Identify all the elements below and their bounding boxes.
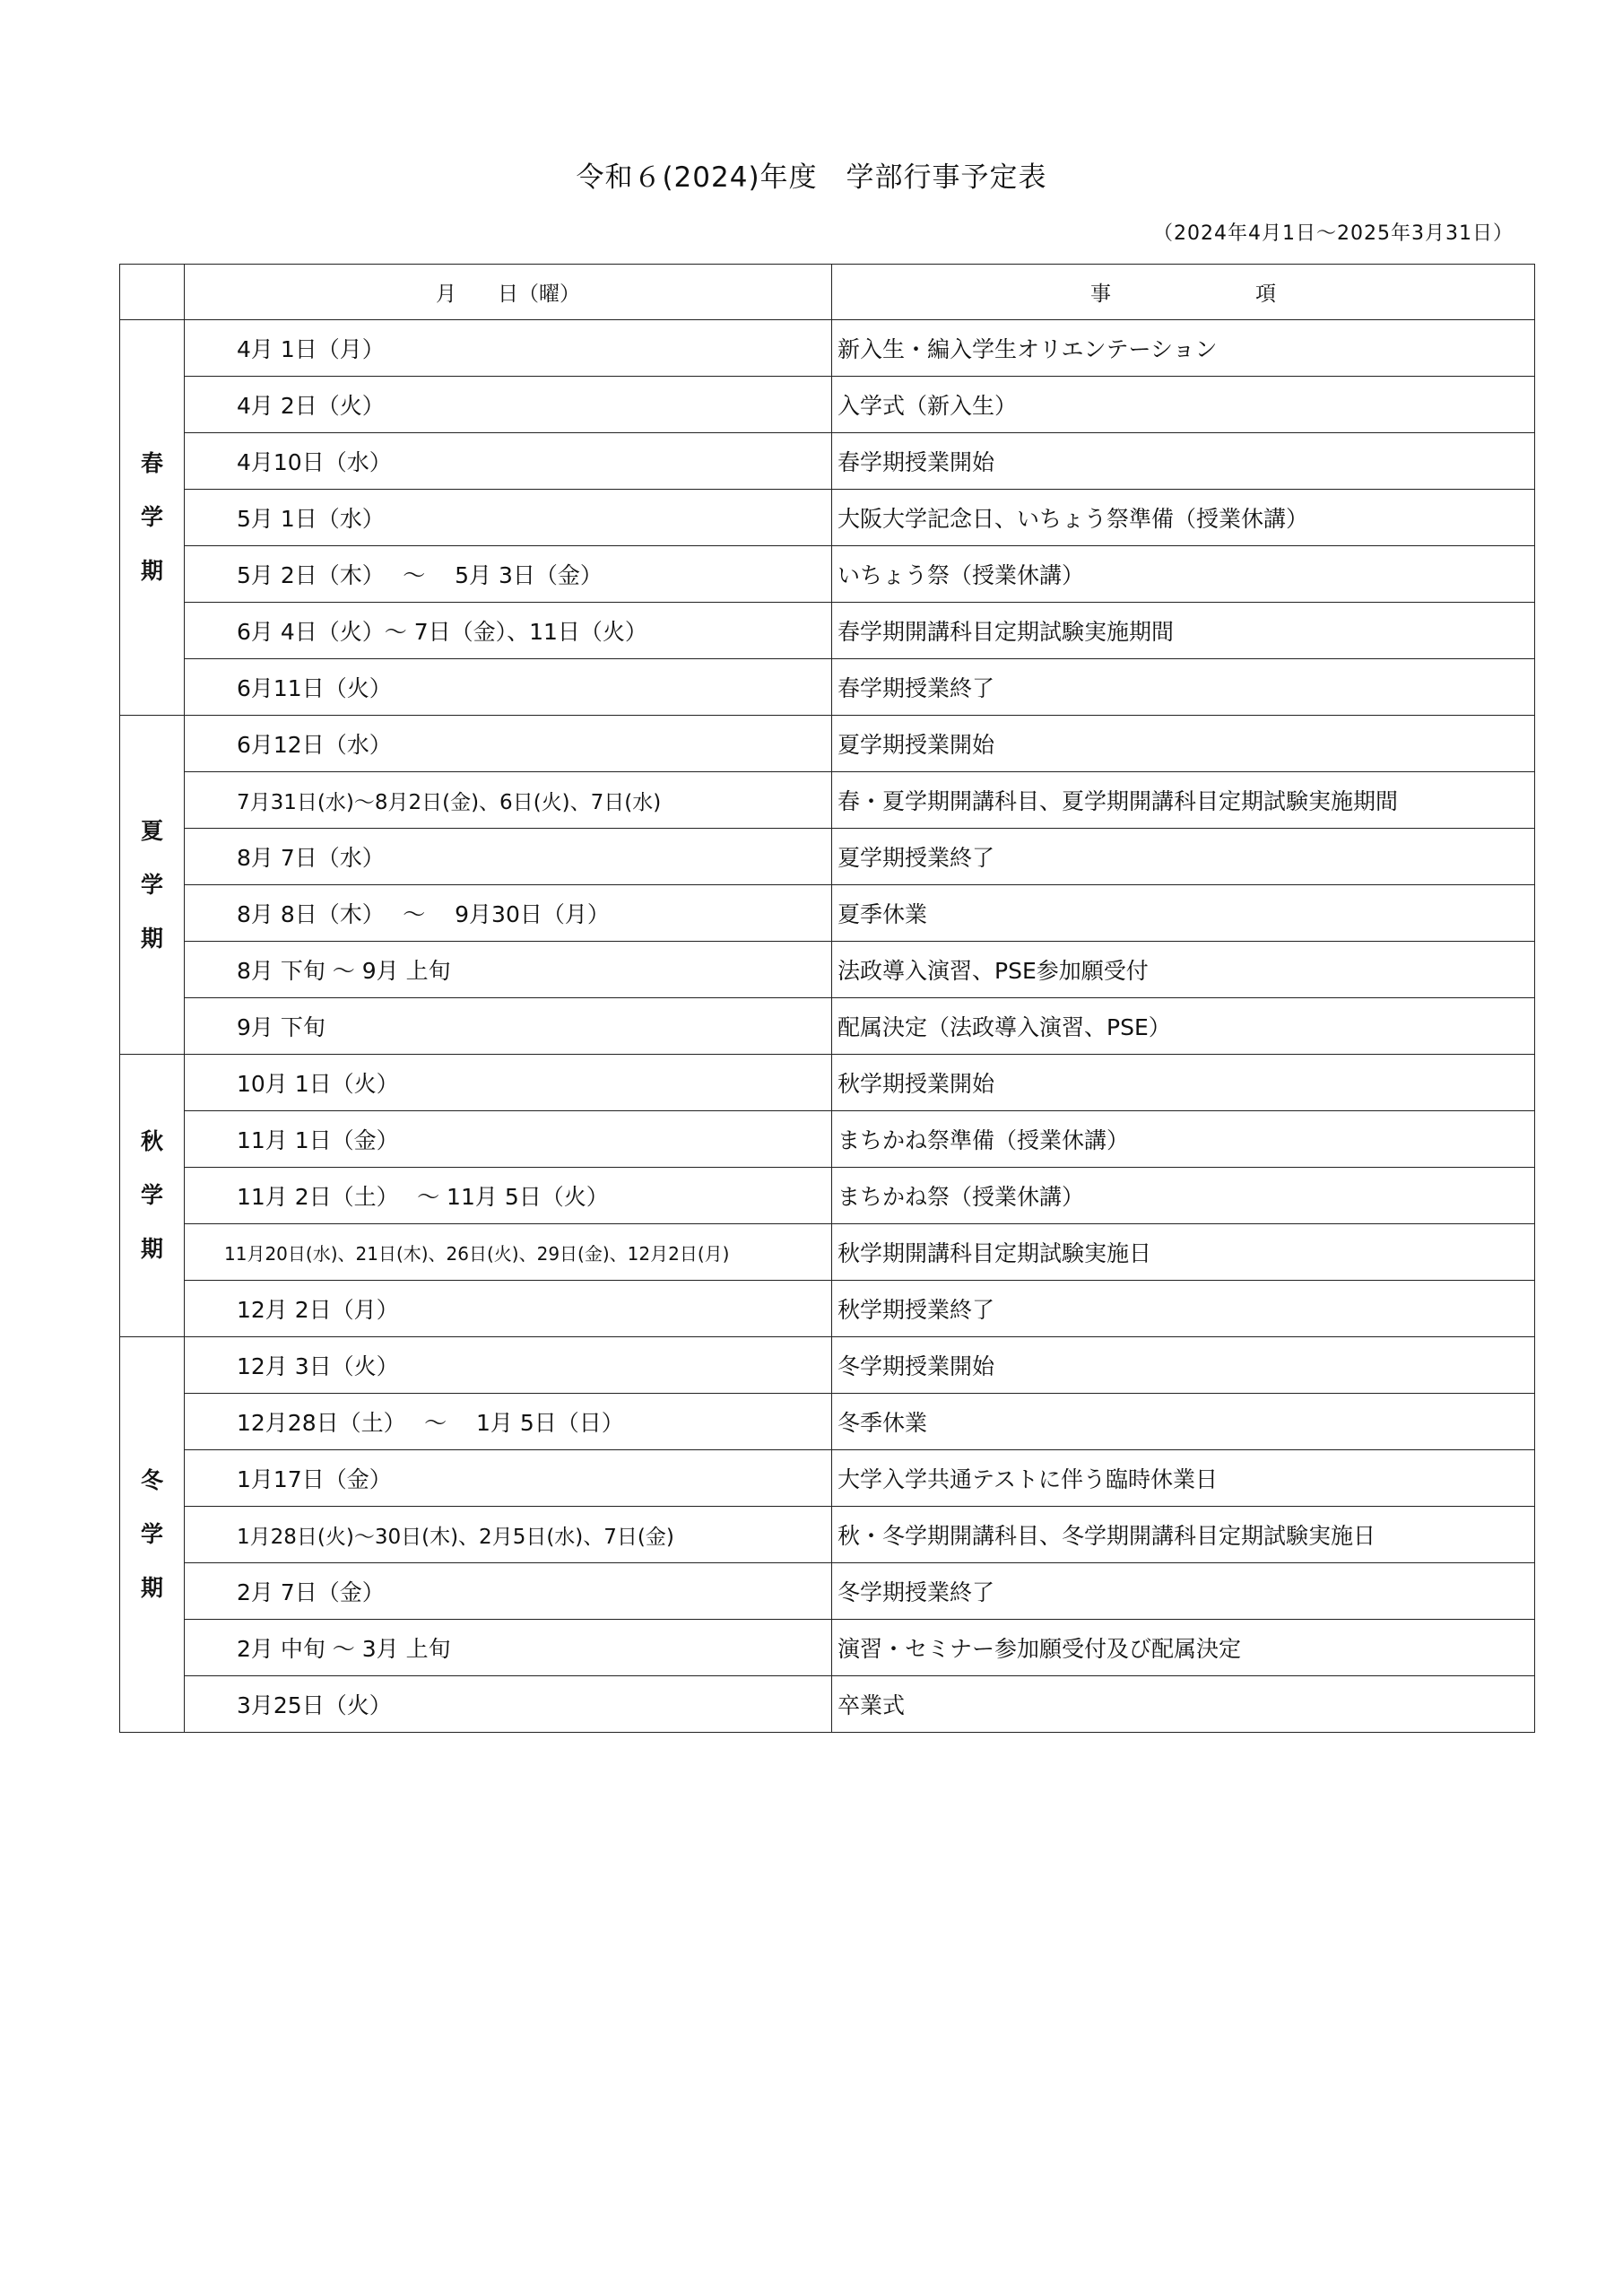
table-row <box>120 1055 1535 1111</box>
page-title: 令和６(2024)年度 学部行事予定表 <box>576 161 1047 194</box>
event-column-header: 事 項 <box>832 265 1535 320</box>
event-cell: 夏季休業 <box>832 885 1535 942</box>
date-cell: 6月11日（火） <box>185 659 832 716</box>
date-cell: 4月 2日（火） <box>185 377 832 433</box>
table-row <box>120 1394 1535 1450</box>
event-cell: 大学入学共通テストに伴う臨時休業日 <box>832 1450 1535 1507</box>
table-row <box>120 1507 1535 1563</box>
table-row <box>120 1337 1535 1394</box>
event-cell: まちかね祭（授業休講） <box>832 1168 1535 1224</box>
date-cell: 1月17日（金） <box>185 1450 832 1507</box>
date-cell: 5月 1日（水） <box>185 490 832 546</box>
table-row <box>120 603 1535 659</box>
event-cell: 冬学期授業開始 <box>832 1337 1535 1394</box>
date-cell: 3月25日（火） <box>185 1676 832 1733</box>
event-cell: まちかね祭準備（授業休講） <box>832 1111 1535 1168</box>
date-cell: 6月12日（水） <box>185 716 832 772</box>
table-row <box>120 1281 1535 1337</box>
date-cell: 2月 7日（金） <box>185 1563 832 1620</box>
event-cell: 大阪大学記念日、いちょう祭準備（授業休講） <box>832 490 1535 546</box>
term-label: 秋 学 期 <box>140 1128 163 1262</box>
event-cell: 新入生・編入学生オリエンテーション <box>832 320 1535 377</box>
date-cell: 12月 3日（火） <box>185 1337 832 1394</box>
date-cell: 1月28日(火)～30日(木)、2月5日(水)、7日(金) <box>185 1507 832 1563</box>
date-cell: 7月31日(水)～8月2日(金)、6日(火)、7日(水) <box>185 772 832 829</box>
date-cell: 2月 中旬 ～ 3月 上旬 <box>185 1620 832 1676</box>
event-cell: 入学式（新入生） <box>832 377 1535 433</box>
event-cell: 冬季休業 <box>832 1394 1535 1450</box>
term-header-cell <box>120 265 185 320</box>
table-row <box>120 490 1535 546</box>
date-cell: 12月28日（土） ～ 1月 5日（日） <box>185 1394 832 1450</box>
term-spring <box>120 320 185 716</box>
table-row <box>120 1450 1535 1507</box>
term-autumn <box>120 1055 185 1337</box>
term-label: 春 学 期 <box>140 450 163 584</box>
table-row <box>120 433 1535 490</box>
date-cell: 5月 2日（木） ～ 5月 3日（金） <box>185 546 832 603</box>
schedule-period: （2024年4月1日～2025年3月31日） <box>1153 222 1514 245</box>
table-row <box>120 1111 1535 1168</box>
table-row <box>120 377 1535 433</box>
table-row <box>120 942 1535 998</box>
event-cell: 冬学期授業終了 <box>832 1563 1535 1620</box>
event-cell: 春学期授業終了 <box>832 659 1535 716</box>
date-column-header: 月 日（曜） <box>185 265 832 320</box>
date-cell: 8月 8日（木） ～ 9月30日（月） <box>185 885 832 942</box>
event-cell: 秋学期授業開始 <box>832 1055 1535 1111</box>
term-label: 夏 学 期 <box>140 817 163 952</box>
table-row <box>120 1676 1535 1733</box>
date-cell: 8月 下旬 ～ 9月 上旬 <box>185 942 832 998</box>
table-row <box>120 1168 1535 1224</box>
term-label: 冬 学 期 <box>140 1467 163 1601</box>
date-cell: 11月 1日（金） <box>185 1111 832 1168</box>
term-winter <box>120 1337 185 1733</box>
date-cell: 9月 下旬 <box>185 998 832 1055</box>
schedule-body <box>120 320 1535 1733</box>
event-cell: 夏学期授業終了 <box>832 829 1535 885</box>
event-cell: 春・夏学期開講科目、夏学期開講科目定期試験実施期間 <box>832 772 1535 829</box>
event-cell: 秋学期授業終了 <box>832 1281 1535 1337</box>
event-cell: 秋・冬学期開講科目、冬学期開講科目定期試験実施日 <box>832 1507 1535 1563</box>
table-row <box>120 716 1535 772</box>
date-cell: 6月 4日（火）～ 7日（金）、11日（火） <box>185 603 832 659</box>
table-row <box>120 1563 1535 1620</box>
date-cell: 4月 1日（月） <box>185 320 832 377</box>
date-cell: 4月10日（水） <box>185 433 832 490</box>
table-row <box>120 546 1535 603</box>
date-cell: 11月 2日（土） ～ 11月 5日（火） <box>185 1168 832 1224</box>
date-cell: 11月20日(水)、21日(木)、26日(火)、29日(金)、12月2日(月) <box>185 1224 832 1281</box>
table-row <box>120 829 1535 885</box>
table-row <box>120 772 1535 829</box>
schedule-table <box>119 264 1535 1733</box>
event-cell: いちょう祭（授業休講） <box>832 546 1535 603</box>
event-cell: 春学期開講科目定期試験実施期間 <box>832 603 1535 659</box>
table-row <box>120 998 1535 1055</box>
event-cell: 秋学期開講科目定期試験実施日 <box>832 1224 1535 1281</box>
table-row <box>120 885 1535 942</box>
event-cell: 法政導入演習、PSE参加願受付 <box>832 942 1535 998</box>
date-cell: 12月 2日（月） <box>185 1281 832 1337</box>
date-cell: 8月 7日（水） <box>185 829 832 885</box>
table-row <box>120 1620 1535 1676</box>
event-cell: 春学期授業開始 <box>832 433 1535 490</box>
event-cell: 卒業式 <box>832 1676 1535 1733</box>
term-summer <box>120 716 185 1055</box>
date-cell: 10月 1日（火） <box>185 1055 832 1111</box>
event-cell: 配属決定（法政導入演習、PSE） <box>832 998 1535 1055</box>
table-header-row <box>120 265 1535 320</box>
table-row <box>120 1224 1535 1281</box>
event-cell: 演習・セミナー参加願受付及び配属決定 <box>832 1620 1535 1676</box>
event-cell: 夏学期授業開始 <box>832 716 1535 772</box>
table-row <box>120 320 1535 377</box>
table-row <box>120 659 1535 716</box>
